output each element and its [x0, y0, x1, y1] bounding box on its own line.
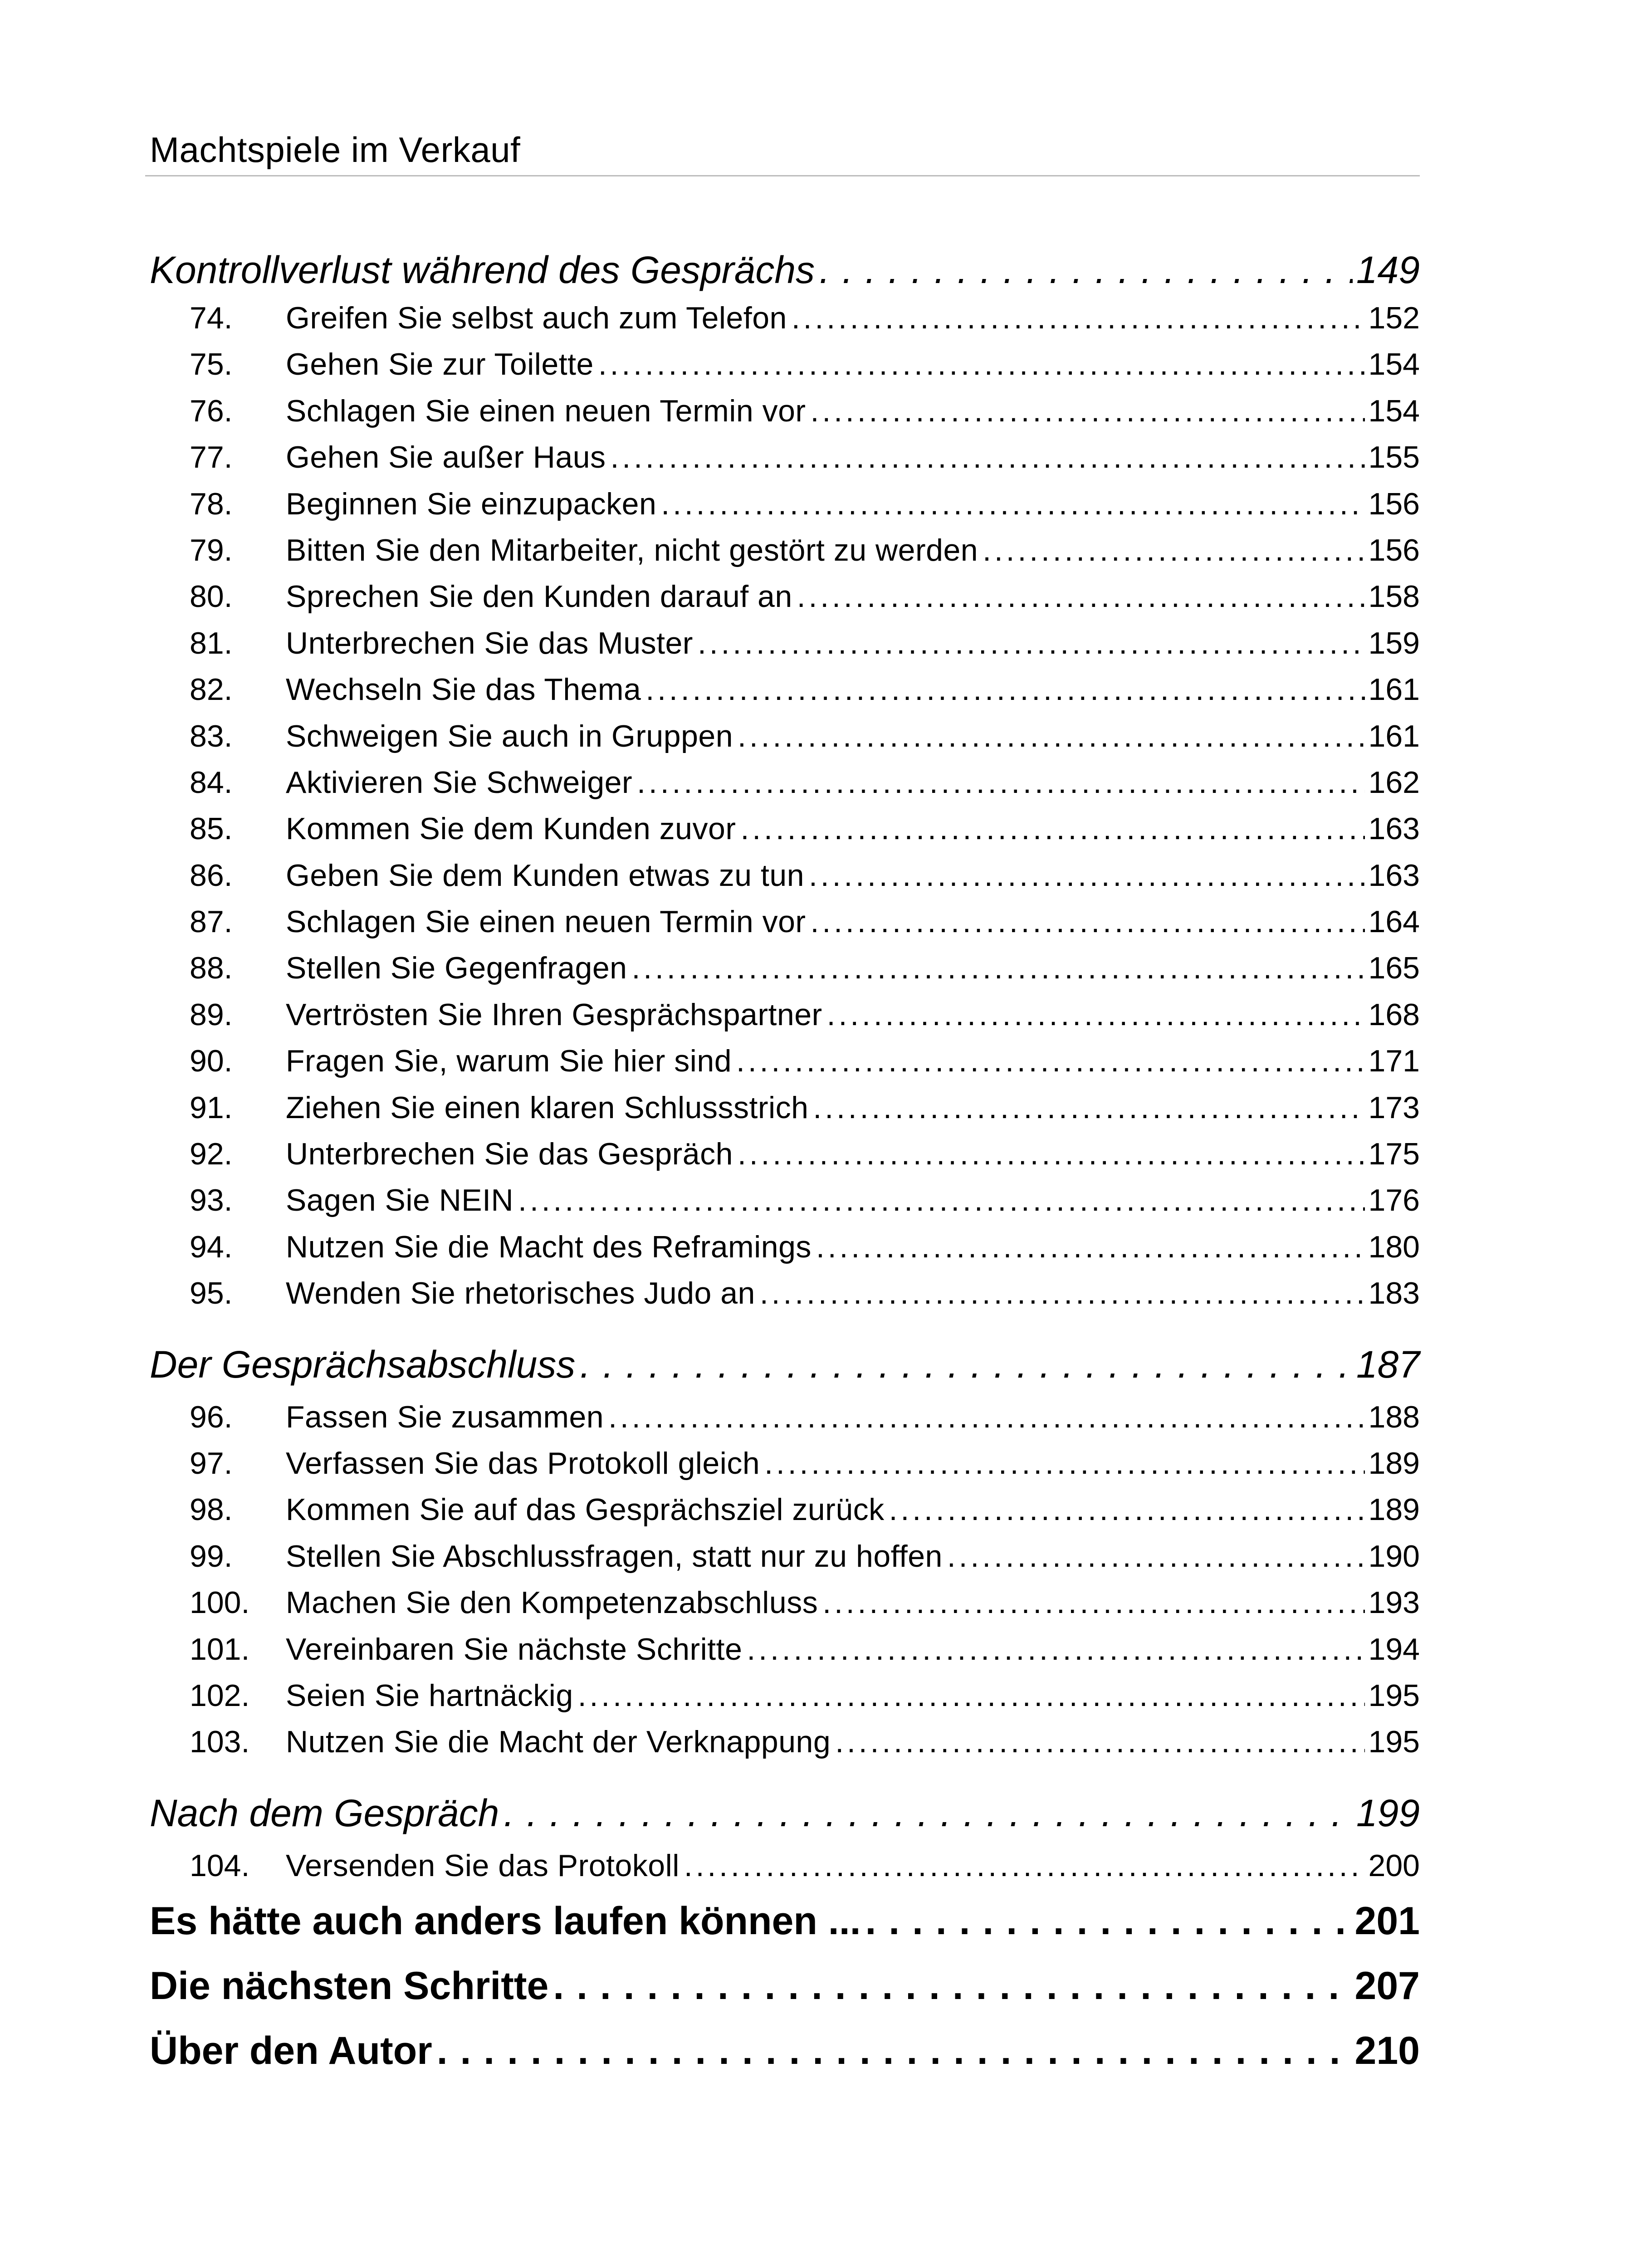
toc-entry-number: 78. — [190, 486, 233, 521]
toc-entry-title: Sagen Sie NEIN — [286, 1183, 514, 1218]
toc-entry-page: 155 — [1368, 440, 1420, 475]
dot-leader — [835, 1719, 1364, 1765]
toc-entry-title: Wechseln Sie das Thema — [286, 672, 641, 707]
toc-entry-number: 98. — [190, 1492, 233, 1527]
toc-entry-number: 95. — [190, 1276, 233, 1311]
dot-leader — [631, 945, 1364, 991]
toc-entry-number: 76. — [190, 393, 233, 428]
toc-section-heading — [150, 1765, 1420, 1843]
dot-leader — [760, 1270, 1365, 1316]
toc-entry-number: 94. — [190, 1229, 233, 1264]
toc-entry-page: 156 — [1368, 533, 1420, 567]
toc-section-title: Nach dem Gespräch — [150, 1791, 499, 1834]
toc-entry-page: 190 — [1368, 1539, 1420, 1574]
header-rule — [145, 175, 1420, 176]
toc-entry — [150, 1672, 1420, 1719]
dot-leader — [816, 1224, 1365, 1270]
toc-entry-number: 80. — [190, 579, 233, 614]
toc-entry — [150, 1038, 1420, 1084]
dot-leader — [983, 527, 1364, 573]
toc-entry-number: 79. — [190, 533, 233, 567]
dot-leader — [822, 1579, 1364, 1626]
toc-entry-page: 156 — [1368, 486, 1420, 521]
running-head: Machtspiele im Verkauf — [150, 130, 521, 170]
toc-entry-title: Seien Sie hartnäckig — [286, 1678, 573, 1713]
toc-entry-title: Unterbrechen Sie das Gespräch — [286, 1137, 733, 1172]
toc-entry-title: Geben Sie dem Kunden etwas zu tun — [286, 858, 805, 893]
toc-entry-number: 84. — [190, 765, 233, 800]
toc-entry-number: 74. — [190, 301, 233, 335]
toc-entry-title: Unterbrechen Sie das Muster — [286, 626, 693, 660]
dot-leader — [819, 245, 1353, 295]
toc-entry — [150, 666, 1420, 713]
toc-entry — [150, 434, 1420, 480]
toc-entry-title: Versenden Sie das Protokoll — [286, 1848, 680, 1883]
toc-entry-number: 91. — [190, 1090, 233, 1125]
toc-entry-number: 93. — [190, 1183, 233, 1218]
dot-leader — [947, 1533, 1365, 1579]
toc-entry-title: Vereinbaren Sie nächste Schritte — [286, 1632, 743, 1667]
toc-entry — [150, 759, 1420, 806]
toc-entry-number: 90. — [190, 1044, 233, 1079]
toc-entry-page: 164 — [1368, 904, 1420, 939]
dot-leader — [598, 341, 1365, 387]
toc-chapter-page: 207 — [1354, 1964, 1420, 2008]
toc-entry-page: 163 — [1368, 858, 1420, 893]
toc-entry-title: Schlagen Sie einen neuen Termin vor — [286, 904, 806, 939]
toc-entry-page: 163 — [1368, 811, 1420, 846]
toc-entry-page: 173 — [1368, 1090, 1420, 1125]
toc-entry-number: 102. — [190, 1678, 250, 1713]
toc-entry-page: 189 — [1368, 1446, 1420, 1481]
toc-entry-title: Gehen Sie außer Haus — [286, 440, 606, 475]
dot-leader — [518, 1177, 1364, 1223]
toc-entry — [150, 388, 1420, 434]
toc-entry — [150, 527, 1420, 573]
toc-entry-number: 89. — [190, 997, 233, 1032]
toc-entry — [150, 1131, 1420, 1177]
toc-entry — [150, 992, 1420, 1038]
toc-entry — [150, 1486, 1420, 1533]
dot-leader — [661, 481, 1364, 527]
toc-entry-page: 162 — [1368, 765, 1420, 800]
toc-chapter-title: Über den Autor — [150, 2029, 432, 2073]
dot-leader — [698, 620, 1365, 666]
toc-entry-page: 154 — [1368, 347, 1420, 382]
toc-entry — [150, 1085, 1420, 1131]
toc-entry-page: 176 — [1368, 1183, 1420, 1218]
toc-entry-page: 175 — [1368, 1137, 1420, 1172]
toc-entry — [150, 341, 1420, 387]
dot-leader — [811, 899, 1365, 945]
toc-entry-number: 100. — [190, 1585, 250, 1620]
toc-entry — [150, 899, 1420, 945]
toc-entry-page: 158 — [1368, 579, 1420, 614]
toc-entry — [150, 620, 1420, 666]
toc-entry — [150, 1843, 1420, 1889]
toc-entry-title: Bitten Sie den Mitarbeiter, nicht gestört zu werden — [286, 533, 978, 567]
toc-entry-page: 161 — [1368, 672, 1420, 707]
toc-entry-title: Aktivieren Sie Schweiger — [286, 765, 633, 800]
toc-entry-title: Beginnen Sie einzupacken — [286, 486, 657, 521]
dot-leader — [736, 1038, 1364, 1084]
toc-entry-title: Stellen Sie Abschlussfragen, statt nur zu hoffen — [286, 1539, 943, 1574]
toc-entry — [150, 1719, 1420, 1765]
toc-entry-page: 200 — [1368, 1848, 1420, 1883]
toc-entry-page: 154 — [1368, 393, 1420, 428]
dot-leader — [580, 1335, 1352, 1394]
toc-entry-title: Kommen Sie dem Kunden zuvor — [286, 811, 736, 846]
toc-entry-title: Fragen Sie, warum Sie hier sind — [286, 1044, 732, 1079]
toc-entry — [150, 295, 1420, 341]
dot-leader — [740, 806, 1364, 852]
toc-entry-number: 82. — [190, 672, 233, 707]
toc-entry — [150, 1626, 1420, 1672]
dot-leader — [738, 713, 1365, 759]
toc-entry-page: 168 — [1368, 997, 1420, 1032]
toc-entry-page: 194 — [1368, 1632, 1420, 1667]
toc-entry — [150, 1533, 1420, 1579]
toc-section-title: Der Gesprächsabschluss — [150, 1343, 576, 1386]
toc-entry-page: 165 — [1368, 951, 1420, 986]
toc-entry-number: 103. — [190, 1725, 250, 1760]
toc-entry — [150, 713, 1420, 759]
toc-entry-title: Kommen Sie auf das Gesprächsziel zurück — [286, 1492, 885, 1527]
dot-leader — [608, 1394, 1364, 1440]
toc-entry — [150, 1177, 1420, 1223]
dot-leader — [889, 1486, 1365, 1533]
toc-entry-title: Stellen Sie Gegenfragen — [286, 951, 627, 986]
toc-entry-page: 195 — [1368, 1725, 1420, 1760]
toc-section-page: 199 — [1356, 1791, 1420, 1834]
dot-leader — [437, 2019, 1351, 2083]
toc-chapter-title: Es hätte auch anders laufen können ... — [150, 1899, 861, 1943]
toc-entry-number: 101. — [190, 1632, 250, 1667]
toc-section-heading — [150, 245, 1420, 295]
dot-leader — [811, 388, 1365, 434]
toc-entry-title: Nutzen Sie die Macht des Reframings — [286, 1229, 812, 1264]
toc-entry-number: 97. — [190, 1446, 233, 1481]
toc-entry-number: 77. — [190, 440, 233, 475]
toc-entry — [150, 852, 1420, 899]
toc-entry-number: 104. — [190, 1848, 250, 1883]
toc-entry-number: 99. — [190, 1539, 233, 1574]
toc-entry — [150, 1224, 1420, 1270]
toc-entry-title: Machen Sie den Kompetenzabschluss — [286, 1585, 818, 1620]
dot-leader — [797, 573, 1365, 620]
toc-chapter — [150, 2019, 1420, 2083]
toc-entry-number: 96. — [190, 1399, 233, 1434]
toc-entry-number: 87. — [190, 904, 233, 939]
toc-entry-number: 83. — [190, 719, 233, 753]
toc-entry-title: Wenden Sie rhetorisches Judo an — [286, 1276, 755, 1311]
toc-entry-number: 81. — [190, 626, 233, 660]
toc-entry — [150, 1270, 1420, 1316]
toc-chapter-page: 210 — [1354, 2029, 1420, 2073]
toc-entry-number: 88. — [190, 951, 233, 986]
toc-entry-page: 195 — [1368, 1678, 1420, 1713]
toc-entry-page: 188 — [1368, 1399, 1420, 1434]
dot-leader — [747, 1626, 1364, 1672]
dot-leader — [813, 1085, 1364, 1131]
toc-entry-page: 183 — [1368, 1276, 1420, 1311]
dot-leader — [738, 1131, 1365, 1177]
toc-entry-title: Ziehen Sie einen klaren Schlussstrich — [286, 1090, 809, 1125]
dot-leader — [684, 1843, 1365, 1889]
table-of-contents — [150, 245, 1420, 2083]
toc-section-page: 149 — [1356, 249, 1420, 291]
toc-section-title: Kontrollverlust während des Gesprächs — [150, 249, 815, 291]
toc-entry-number: 92. — [190, 1137, 233, 1172]
toc-entry-title: Verfassen Sie das Protokoll gleich — [286, 1446, 760, 1481]
dot-leader — [865, 1889, 1351, 1954]
toc-entry-page: 189 — [1368, 1492, 1420, 1527]
toc-entry-page: 161 — [1368, 719, 1420, 753]
toc-entry — [150, 1440, 1420, 1486]
toc-entry-number: 85. — [190, 811, 233, 846]
toc-entry-page: 159 — [1368, 626, 1420, 660]
toc-entry-title: Gehen Sie zur Toilette — [286, 347, 594, 382]
toc-entry-title: Greifen Sie selbst auch zum Telefon — [286, 301, 787, 335]
dot-leader — [645, 666, 1364, 713]
toc-entry-page: 180 — [1368, 1229, 1420, 1264]
toc-entry-page: 171 — [1368, 1044, 1420, 1079]
dot-leader — [504, 1784, 1352, 1843]
dot-leader — [809, 852, 1365, 899]
toc-entry-title: Nutzen Sie die Macht der Verknappung — [286, 1725, 831, 1760]
toc-entry-page: 193 — [1368, 1585, 1420, 1620]
toc-entry — [150, 945, 1420, 991]
dot-leader — [827, 992, 1365, 1038]
toc-entry — [150, 806, 1420, 852]
toc-entry — [150, 1579, 1420, 1626]
dot-leader — [637, 759, 1364, 806]
dot-leader — [553, 1954, 1351, 2019]
toc-chapter — [150, 1954, 1420, 2019]
toc-entry — [150, 1394, 1420, 1440]
toc-section-page: 187 — [1356, 1343, 1420, 1386]
toc-entry-title: Vertrösten Sie Ihren Gesprächspartner — [286, 997, 822, 1032]
dot-leader — [764, 1440, 1364, 1486]
toc-section-heading — [150, 1317, 1420, 1394]
dot-leader — [578, 1672, 1365, 1719]
toc-entry-number: 86. — [190, 858, 233, 893]
toc-chapter-page: 201 — [1354, 1899, 1420, 1943]
toc-entry — [150, 573, 1420, 620]
toc-chapter-title: Die nächsten Schritte — [150, 1964, 549, 2008]
toc-entry-title: Fassen Sie zusammen — [286, 1399, 604, 1434]
toc-entry-title: Schweigen Sie auch in Gruppen — [286, 719, 733, 753]
toc-entry-title: Schlagen Sie einen neuen Termin vor — [286, 393, 806, 428]
dot-leader — [792, 295, 1365, 341]
toc-chapter — [150, 1889, 1420, 1954]
toc-entry-title: Sprechen Sie den Kunden darauf an — [286, 579, 792, 614]
dot-leader — [611, 434, 1365, 480]
toc-entry-page: 152 — [1368, 301, 1420, 335]
toc-entry — [150, 481, 1420, 527]
toc-entry-number: 75. — [190, 347, 233, 382]
